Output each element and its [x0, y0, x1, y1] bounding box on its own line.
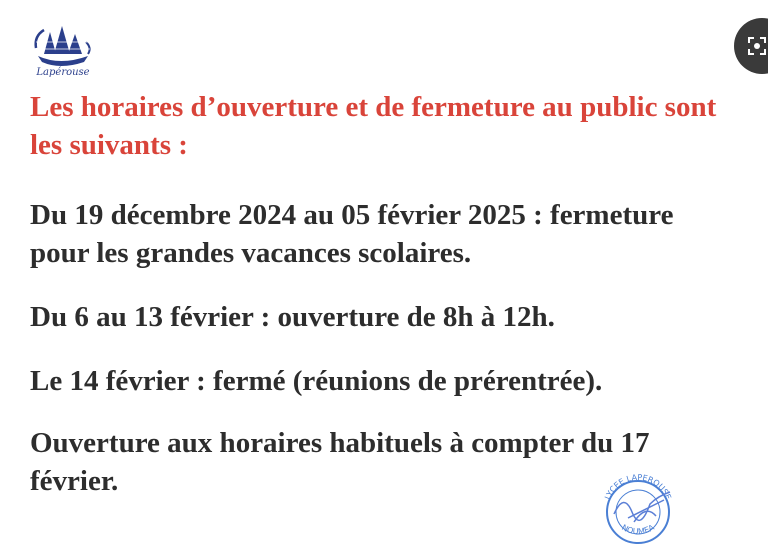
svg-text:LYCEE LAPEROUSE: LYCEE LAPEROUSE — [603, 474, 673, 501]
notice-paragraph-opening-hours: Du 6 au 13 février : ouverture de 8h à 12h. — [30, 301, 555, 333]
svg-text:NOUMEA: NOUMEA — [620, 522, 656, 537]
notice-heading: Les horaires d’ouverture et de fermeture au public sont les suivants : — [30, 91, 717, 161]
notice-paragraph-closed-day: Le 14 février : fermé (réunions de prérentrée). — [30, 365, 603, 397]
scan-button[interactable] — [734, 18, 768, 74]
svg-text:Lapérouse: Lapérouse — [36, 67, 90, 78]
notice-paragraph-resume: Ouverture aux horaires habituels à compter du 17 février. — [30, 427, 650, 497]
notice-paragraph-closure: Du 19 décembre 2024 au 05 février 2025 : fermeture pour les grandes vacances scolaires. — [30, 199, 674, 269]
school-logo — [30, 22, 96, 78]
stamp-seal-icon — [594, 474, 682, 544]
official-stamp — [594, 474, 682, 544]
ship-logo-icon — [30, 22, 96, 78]
scan-icon — [746, 35, 768, 57]
